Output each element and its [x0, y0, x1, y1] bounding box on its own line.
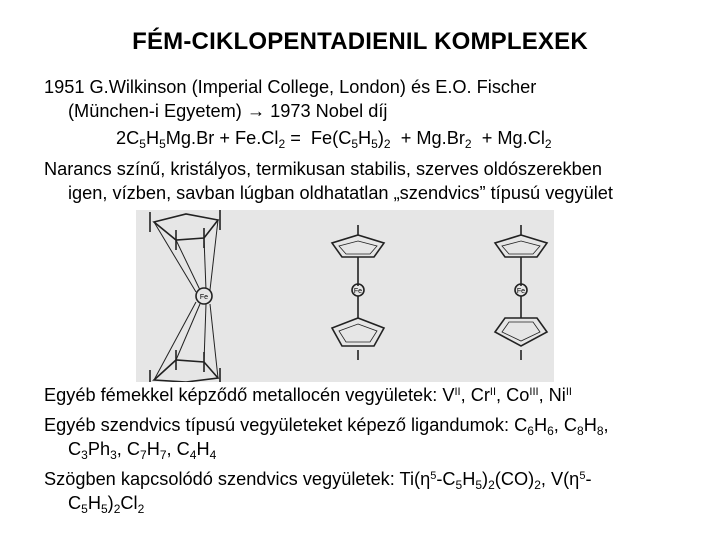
ferrocene-figure [136, 210, 554, 382]
hapticity-sup: 5 [579, 470, 586, 482]
eq-sub: 5 [139, 137, 146, 151]
angled-text: ) [107, 493, 114, 513]
history-line-1: 1951 G.Wilkinson (Imperial College, London) és E.O. Fischer [44, 77, 537, 97]
eq-text: 2C [116, 128, 140, 148]
ligands-text: H [196, 439, 210, 459]
formula-sub: 6 [527, 424, 534, 438]
oxidation-state: III [529, 386, 539, 398]
angled-text: ) [482, 469, 489, 489]
angled-text: H [462, 469, 476, 489]
formula-sub: 6 [547, 424, 554, 438]
formula-sub: 5 [455, 478, 463, 492]
ligands-text: , C [166, 439, 190, 459]
formula-sub: 7 [140, 448, 147, 462]
angled-text: Szögben kapcsolódó szendvics vegyületek: Ti(η [44, 469, 431, 489]
ligands-text: H [533, 415, 548, 435]
angled-text: (CO) [494, 469, 535, 489]
formula-sub: 2 [488, 478, 495, 492]
eq-text: = Fe(C [285, 128, 352, 148]
oxidation-state: II [565, 386, 572, 398]
oxidation-state: II [454, 386, 461, 398]
metallocenes-line [44, 383, 572, 407]
eq-text: H [358, 128, 372, 148]
eq-sub: 2 [278, 137, 286, 151]
eq-sub: 2 [544, 137, 552, 151]
ligands-line-1 [44, 413, 609, 437]
angled-text: Cl [120, 493, 138, 513]
formula-sub: 5 [100, 502, 108, 516]
formula-sub: 2 [137, 502, 145, 516]
ligands-text: Egyéb szendvics típusú vegyületeket képező ligandumok: C [44, 415, 528, 435]
angled-text: - [585, 469, 592, 489]
ligands-text: , [603, 415, 609, 435]
eq-sub: 2 [464, 137, 472, 151]
angled-line-1 [44, 467, 592, 491]
metallocenes-text: , Cr [460, 385, 490, 405]
formula-sub: 8 [596, 424, 604, 438]
eq-text: ) [377, 128, 384, 148]
page-title: FÉM-CIKLOPENTADIENIL KOMPLEXEK [132, 28, 588, 55]
formula-sub: 4 [189, 448, 197, 462]
angled-text: , V(η [540, 469, 580, 489]
angled-line-2 [68, 491, 144, 515]
formula-sub: 8 [577, 424, 584, 438]
angled-text: C [68, 493, 82, 513]
ligands-text: H [583, 415, 597, 435]
ferrocene-3d-structure [150, 210, 220, 382]
formula-sub: 7 [159, 448, 167, 462]
metallocenes-text: , Co [496, 385, 530, 405]
description-line-1: Narancs színű, kristályos, termikusan stabilis, szerves oldószerekben [44, 159, 602, 179]
metallocenes-text: Egyéb fémekkel képződő metallocén vegyületek: V [44, 385, 455, 405]
angled-text: H [87, 493, 101, 513]
hapticity-sup: 5 [430, 470, 437, 482]
fe-label-3: Fe [516, 288, 526, 295]
formula-sub: 4 [209, 448, 217, 462]
eq-sub: 5 [371, 137, 378, 151]
eq-text: + Mg.Br [390, 128, 465, 148]
formula-sub: 5 [81, 502, 88, 516]
ligands-line-2 [68, 437, 216, 461]
history-line-2: (München-i Egyetem) → 1973 Nobel díj [68, 101, 388, 121]
oxidation-state: II [489, 386, 497, 398]
eq-text: + Mg.Cl [471, 128, 545, 148]
description-line-2: igen, vízben, savban lúgban oldhatatlan „szendvics” típusú vegyület [68, 183, 613, 203]
ligands-text: H [146, 439, 160, 459]
formula-sub: 5 [475, 478, 483, 492]
angled-text: -C [436, 469, 456, 489]
fe-label-2: Fe [353, 288, 363, 295]
formula-sub: 2 [113, 502, 121, 516]
formula-sub: 3 [81, 448, 88, 462]
ligands-text: C [68, 439, 82, 459]
eq-text: Mg.Br + Fe.Cl [165, 128, 279, 148]
ligands-text: , C [116, 439, 141, 459]
eq-sub: 5 [351, 137, 359, 151]
metallocenes-text: , Ni [538, 385, 566, 405]
eq-sub: 2 [383, 137, 391, 151]
eq-sub: 5 [159, 137, 166, 151]
ligands-text: , C [553, 415, 578, 435]
formula-sub: 3 [110, 448, 117, 462]
fe-label-1: Fe [199, 294, 209, 301]
eq-text: H [145, 128, 160, 148]
ferrocene-structures [136, 210, 554, 382]
formula-sub: 2 [534, 478, 541, 492]
ligands-text: Ph [87, 439, 111, 459]
reaction-equation [116, 126, 552, 150]
